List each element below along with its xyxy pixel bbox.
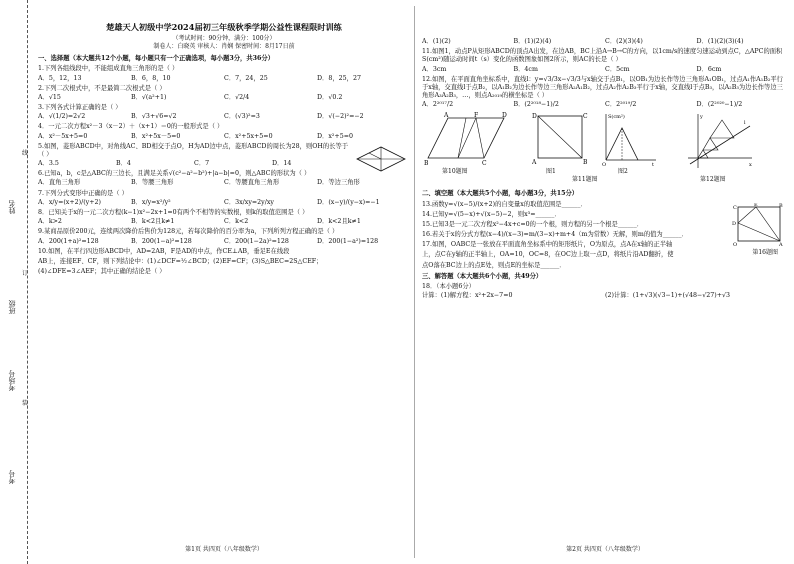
option: D．(2²⁰²⁰−1)/2 [696, 101, 743, 109]
option: D．k<2且k≠1 [317, 218, 361, 226]
svg-text:B: B [779, 202, 783, 209]
option: D．8，25，27 [317, 74, 361, 82]
question-13: 13.函数y=√(x−5)/(x+2)的自变量x的取值范围是______． [422, 200, 587, 208]
option: D．√0.2 [317, 93, 343, 101]
fig16-caption: 第16题图 [752, 248, 778, 256]
question-12: 12.如图，在平面直角坐标系中，直线l：y=√3/3x−√3/3与x轴交于点B₁，以OB₁为边长作等边三角形A₁OB₁，过点A₁作A₁B₂平行于x轴，交直线l于点B₂，以A₁B₂为边长作等边三角形A₂A₁B₂，过点A₂作A₂B₃平行于x轴，交直线l于点B₃，以A₂B₃为边长作等边三角形A₃A₂B₃，…，则点A₂₀₁₉的横坐标是（ ） [422, 75, 783, 100]
coordinate-figure [684, 112, 754, 170]
option: A．k>2 [38, 218, 62, 226]
option: B．(1)(2)(4) [513, 38, 552, 45]
option: D．(1)(2)(3)(4) [696, 38, 744, 45]
option: A．直角三角形 [38, 179, 81, 187]
question-12-options [422, 101, 788, 109]
fig11-caption: 第11题图 [572, 176, 598, 184]
svg-text:B: B [583, 159, 588, 167]
question-2: 2.下列二次根式中，不是最简二次根式是（ ） [38, 84, 166, 92]
option: C．200(1−2a)²=128 [224, 237, 289, 245]
option: D．14 [272, 160, 292, 168]
question-11-options [422, 66, 788, 74]
question-10-line-3: (4)∠DFE=3∠AEF；其中正确的结论是（ ） [38, 268, 166, 276]
question-17-line-2: 上，点C在y轴的正半轴上，OA=10，OC=8，在OC边上取一点D，将纸片沿AD翻折，使 [422, 251, 674, 259]
question-18-part-2: (2)计算：(1+√3)(√3−1)+(√48−√27)+√3 [605, 292, 731, 300]
option: A．(1)(2) [422, 38, 451, 45]
left-page [38, 0, 410, 564]
option: D．(x−y)/(y−x)=−1 [317, 198, 380, 206]
fig1-caption: 图1 [546, 168, 556, 176]
option: C．(√3)²=3 [224, 113, 260, 121]
option: C．√2/4 [224, 93, 250, 101]
svg-text:A: A [532, 159, 537, 167]
question-8: 8．已知关于x的一元二次方程(k−1)x²−2x+1=0有两个不相等的实数根，则k的取值范围是（ ） [38, 209, 309, 216]
exam-makers: 制卷人：白晓英 审核人：肖娴 保密时间：8月17日前 [153, 43, 295, 51]
page-divider [414, 6, 415, 558]
question-18: 18．（本小题6分） [422, 282, 475, 290]
question-2-options [38, 94, 410, 102]
rectangle-fold-figure [732, 203, 784, 247]
option: B．x/y=x²/y² [131, 198, 171, 206]
question-11: 11.如图1，动点P从矩形ABCD的顶点A出发，在边AB，BC上沿A→B→C的方向，以1cm/s的速度匀速运动到点C，△APC的面积S(cm²)随运动时间t（s）变化的函数图象如图2所示，则AC的长是（ ） [422, 48, 783, 64]
svg-text:D: D [732, 220, 737, 227]
option: B．等腰三角形 [131, 179, 174, 187]
option: C．x²+5x+5=0 [224, 132, 273, 140]
question-18-part-1: 计算：(1)解方程：x²+2x−7=0 [422, 292, 513, 300]
option: A．200(1+a)²=128 [38, 237, 99, 245]
svg-text:C: C [583, 113, 588, 121]
option: B．√(a²+1) [131, 93, 167, 101]
question-10-options [422, 38, 788, 46]
option: A．√15 [38, 93, 61, 101]
option: C．等腰直角三角形 [224, 179, 280, 187]
exam-title: 楚雄天人初级中学2024届初三年级秋季学期公益性课程限时训练 [106, 22, 342, 32]
option: C．k<2 [224, 218, 249, 226]
area-graph-figure [598, 112, 658, 166]
binding-strip [0, 0, 34, 564]
svg-text:A: A [779, 241, 783, 247]
option: A．x²－5x+5=0 [38, 132, 88, 140]
question-4: 4．一元二次方程x²－3（x－2）＋（x+1）＝0的一般形式是（ ） [38, 123, 224, 131]
rectangle-figure [532, 112, 588, 166]
fig12-caption: 第12题图 [700, 176, 726, 184]
option: B．4 [116, 160, 131, 168]
svg-text:B: B [424, 160, 429, 167]
option: B．k<2且k≠1 [131, 218, 175, 226]
binding-seat-label: 考号 [8, 470, 16, 484]
svg-text:F: F [474, 112, 479, 120]
question-15: 15.已知3是一元二次方程x²−4x+c=0的一个根，则方程的另一个根是______． [422, 220, 644, 228]
question-6-options [38, 179, 410, 187]
question-6: 6.已知a，b，c是△ABC的三边长，且满足关系√(c²−a²−b²)+|a−b|=0，则△ABC的形状为（ ） [38, 170, 311, 178]
page-footer-right: 第2页 共四页（八年级数学） [566, 546, 644, 554]
option: A．3.5 [38, 160, 59, 168]
page-footer-left: 第1页 共四页（八年级数学） [185, 546, 263, 554]
question-8-options [38, 218, 410, 226]
binding-mark: 订 [22, 270, 29, 277]
fig2-caption: 图2 [618, 168, 628, 176]
question-9-options [38, 238, 410, 246]
question-3: 3.下列各式计算正确的是（ ） [38, 104, 122, 112]
question-14: 14.已知y=√(5−x)+√(x−5)−2，则x³=______． [422, 210, 561, 218]
question-3-options [38, 113, 410, 121]
binding-mark: 线 [22, 150, 29, 157]
svg-text:E: E [754, 202, 758, 208]
binding-name-label: 姓名 [8, 200, 16, 214]
svg-text:t: t [652, 162, 655, 167]
svg-text:S(cm²): S(cm²) [608, 114, 625, 121]
section-2-heading: 二、填空题（本大题共5个小题，每小题3分，共15分） [422, 190, 579, 198]
option: A．3cm [422, 65, 447, 73]
option: D．x²+5=0 [317, 132, 353, 140]
question-1: 1.下列各组线段中，不能组成直角三角形的是（ ） [38, 65, 179, 73]
question-4-options [38, 133, 410, 141]
option: C．(2)(3)(4) [605, 38, 643, 45]
option: D．6cm [696, 65, 722, 73]
svg-text:O: O [733, 241, 738, 247]
section-3-heading: 三、解答题（本大题共6个小题，共49分） [422, 272, 543, 280]
exam-subtitle: （考试时间：90分钟，满分：100分） [172, 34, 276, 42]
question-17-line-3: 点O落在BC边上的点E处，则点E的坐标是______． [422, 261, 566, 269]
option: B．6，8，10 [131, 74, 171, 82]
option: A．2²⁰¹⁷/2 [422, 101, 454, 109]
svg-text:y: y [700, 114, 703, 121]
option: B．√3+√6=√2 [131, 113, 177, 121]
binding-dashed-line [27, 0, 28, 564]
binding-mark: 装 [22, 400, 29, 407]
right-page [422, 0, 788, 564]
option: A．√(1/2)=2√2 [38, 113, 86, 121]
option: C．3x/xy=2y/xy [224, 198, 274, 206]
question-16: 16.若关于x的分式方程(x−4)/(x−3)=m/(3−x)+m+4（m为常数）无解，则m的值为______． [422, 231, 688, 239]
question-10-line-1: 10.如图，在平行四边形ABCD中，AD=2AB，F是AD的中点，作CE⊥AB，垂足E在线段 [38, 247, 290, 255]
question-18-parts [422, 292, 788, 300]
svg-text:C: C [733, 204, 737, 211]
question-1-options [38, 75, 410, 83]
svg-text:D: D [532, 113, 537, 121]
option: B．4cm [513, 65, 538, 73]
option: C．5cm [605, 65, 630, 73]
option: D．√(−2)²=−2 [317, 113, 364, 121]
option: B．(2²⁰¹⁸−1)/2 [513, 101, 559, 109]
option: C．7 [194, 160, 210, 168]
question-5-block [38, 143, 410, 159]
option: D．200(1−a²)=128 [317, 237, 379, 245]
section-1-heading: 一、选择题（本大题共12个小题，每小题只有一个正确选项，每小题3分，共36分） [38, 55, 275, 63]
question-5: 5.如图，菱形ABCD中，对角线AC、BD相交于点O，H为AD边中点，菱形ABCD的周长为28，则OH的长等于（ ） [38, 142, 349, 158]
question-9: 9.某商品原价200元，连续两次降价后售价为128元，若每次降价的百分率为a，下列所列方程正确的是（ ） [38, 228, 339, 236]
question-10-line-2: AB上，连接EF、CF，则下列结论中：(1)∠DCF=½∠BCD；(2)EF=CF；(3)S△BEC=2S△CEF； [38, 257, 323, 265]
question-17-line-1: 17.如图，OABC是一张放在平面直角坐标系中的矩形纸片，O为原点，点A在x轴的正半轴 [422, 241, 673, 249]
parallelogram-figure [424, 112, 508, 166]
fig10-caption: 第10题图 [442, 168, 468, 176]
svg-text:l: l [744, 120, 746, 127]
svg-text:O: O [602, 162, 607, 167]
binding-exam-label: 考场号 [8, 370, 16, 391]
svg-text:x: x [749, 162, 752, 169]
svg-text:D: D [502, 112, 507, 120]
option: B．x²+5x－5=0 [131, 132, 181, 140]
svg-text:A: A [444, 112, 449, 120]
svg-text:C: C [482, 160, 487, 167]
option: C．7，24，25 [224, 74, 268, 82]
option: B．200(1−a)²=128 [131, 237, 192, 245]
option: A．5，12，13 [38, 74, 82, 82]
rhombus-figure [354, 145, 408, 173]
figures-row [422, 112, 788, 184]
option: D．等边三角形 [317, 179, 360, 187]
option: C．2²⁰¹⁹/2 [605, 101, 637, 109]
option: A．x/y=(x+2)/(y+2) [38, 198, 101, 206]
question-7: 7.下列分式变形中正确的是（ ） [38, 189, 128, 197]
question-7-options [38, 199, 410, 207]
binding-class-label: 班级 [8, 300, 16, 314]
